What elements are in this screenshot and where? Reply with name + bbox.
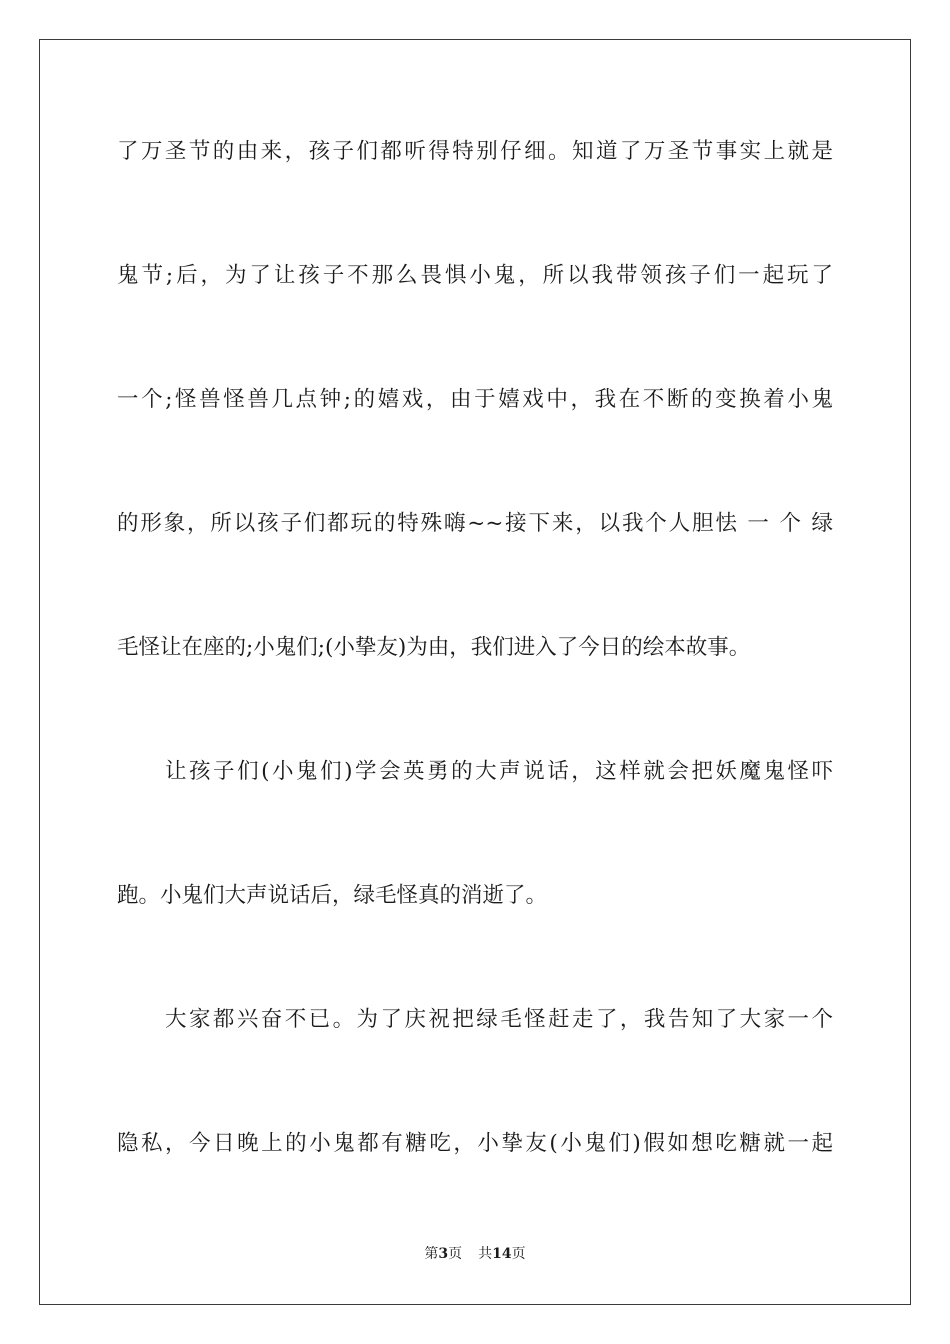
paragraph-2-line-2: 跑。小鬼们大声说话后，绿毛怪真的消逝了。 [117, 883, 548, 908]
paragraph-3-line-1: 大家都兴奋不已。为了庆祝把绿毛怪赶走了，我告知了大家一个 [165, 1007, 833, 1032]
text-line-2: 鬼节;后，为了让孩子不那么畏惧小鬼，所以我带领孩子们一起玩了 [117, 263, 833, 288]
total-pages: 14 [492, 1246, 512, 1262]
page-prefix: 第 [424, 1246, 439, 1262]
page-number: 3 [438, 1246, 449, 1262]
text-line-4: 的形象，所以孩子们都玩的特殊嗨~~接下来，以我个人胆怯 一 个 绿 [117, 511, 833, 536]
paragraph-2-line-1: 让孩子们(小鬼们)学会英勇的大声说话，这样就会把妖魔鬼怪吓 [165, 759, 833, 784]
page-suffix: 页 [448, 1246, 463, 1262]
total-prefix: 共 [478, 1246, 493, 1262]
page-footer [0, 1244, 950, 1264]
text-line-3: 一个;怪兽怪兽几点钟;的嬉戏，由于嬉戏中，我在不断的变换着小鬼 [117, 387, 833, 412]
total-suffix: 页 [511, 1246, 526, 1262]
text-line-1: 了万圣节的由来，孩子们都听得特别仔细。知道了万圣节事实上就是 [117, 139, 833, 164]
page-frame [39, 39, 911, 1305]
paragraph-3-line-2: 隐私，今日晚上的小鬼都有糖吃，小挚友(小鬼们)假如想吃糖就一起 [117, 1131, 833, 1156]
text-line-5: 毛怪让在座的;小鬼们;(小挚友)为由，我们进入了今日的绘本故事。 [117, 635, 751, 660]
